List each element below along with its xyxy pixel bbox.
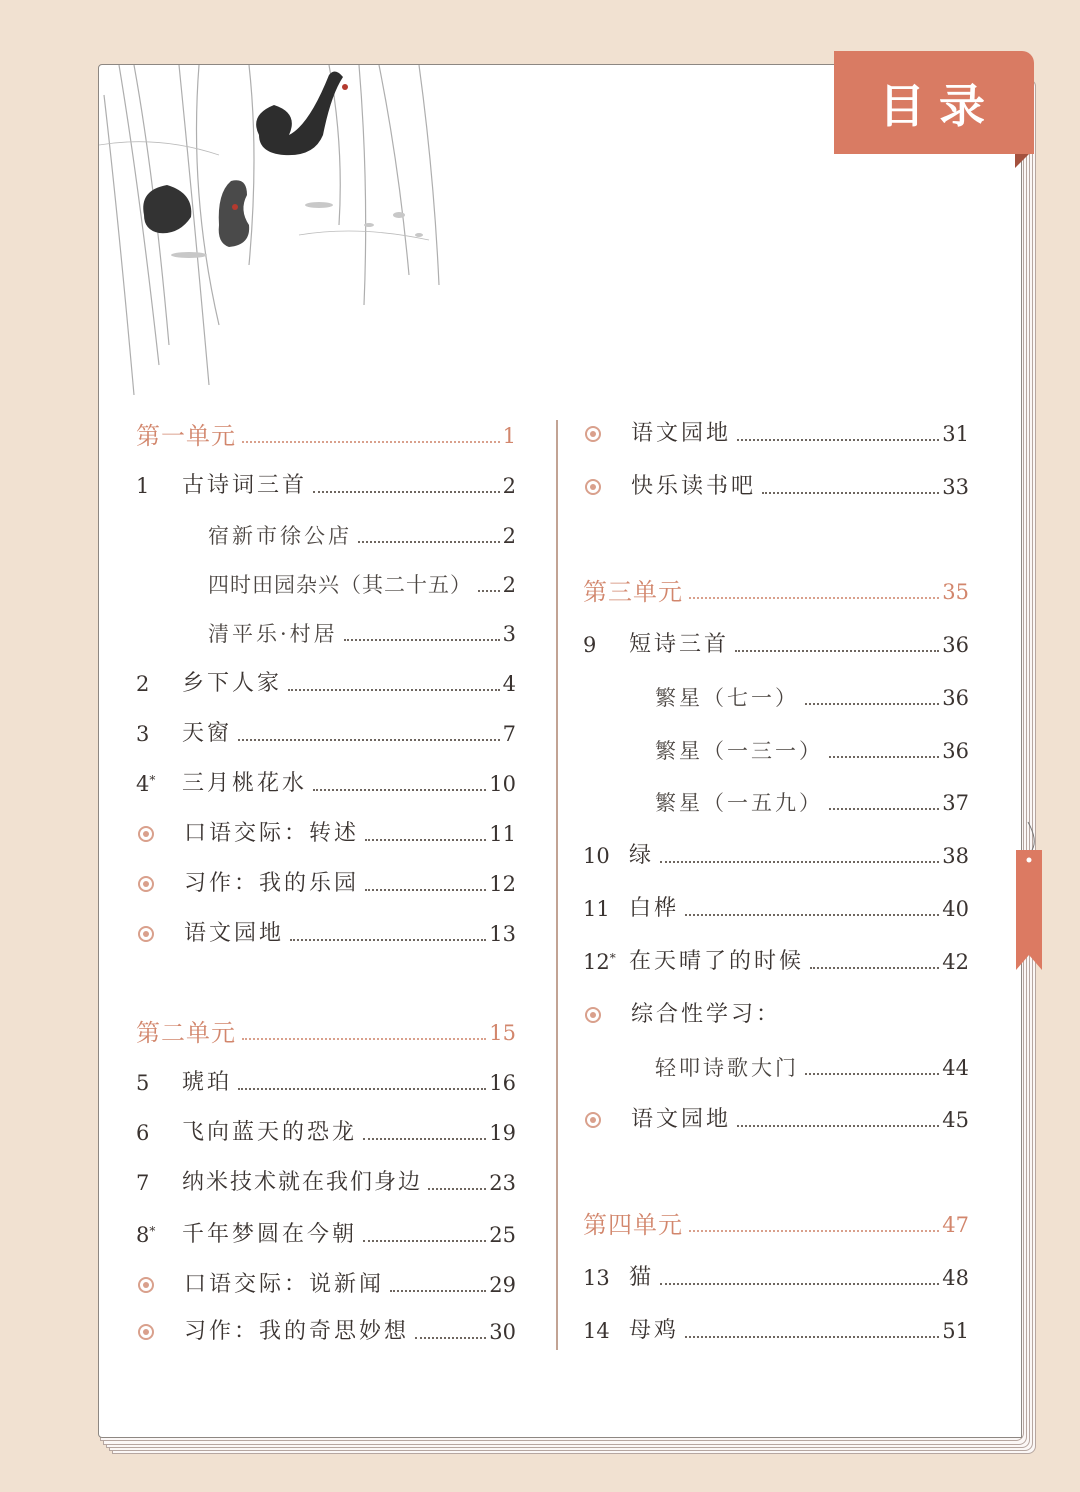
toc-title-tab: [834, 51, 1034, 154]
circle-bullet-icon: [138, 876, 154, 892]
toc-activity-row[interactable]: 语文园地 13: [136, 916, 516, 952]
toc-lesson-row[interactable]: 7 纳米技术就在我们身边 23: [136, 1170, 516, 1195]
toc-activity-row[interactable]: 习作：我的奇思妙想 30: [136, 1314, 516, 1350]
toc-sub-row[interactable]: 宿新市徐公店 2: [208, 524, 516, 548]
circle-bullet-icon: [138, 1324, 154, 1340]
toc-lesson-row[interactable]: 10 绿 38: [583, 843, 969, 868]
toc-unit-row[interactable]: 第二单元 15: [136, 1019, 516, 1047]
swan-willow-illustration: [99, 65, 459, 395]
toc-lesson-row[interactable]: 13 猫 48: [583, 1265, 969, 1290]
toc-lesson-row[interactable]: 3 天窗 7: [136, 721, 516, 746]
toc-sub-row[interactable]: 清平乐·村居 3: [208, 622, 516, 646]
bookmark-ribbon: [998, 820, 1058, 980]
toc-unit-row[interactable]: 第四单元 47: [583, 1211, 969, 1239]
toc-sub-row[interactable]: 繁星（一五九） 37: [655, 791, 969, 815]
toc-lesson-row[interactable]: 6 飞向蓝天的恐龙 19: [136, 1120, 516, 1145]
toc-sub-row[interactable]: 繁星（七一） 36: [655, 686, 969, 710]
column-divider: [556, 420, 558, 1350]
circle-bullet-icon: [585, 479, 601, 495]
toc-sub-row[interactable]: 四时田园杂兴（其二十五） 2: [208, 573, 516, 597]
toc-activity-row[interactable]: 口语交际：转述 11: [136, 816, 516, 852]
toc-sub-row[interactable]: 轻叩诗歌大门 44: [655, 1056, 969, 1080]
toc-activity-row[interactable]: 习作：我的乐园 12: [136, 866, 516, 902]
toc-activity-row[interactable]: 快乐读书吧 33: [583, 469, 969, 505]
toc-lesson-row[interactable]: 1 古诗词三首 2: [136, 473, 516, 498]
toc-lesson-row[interactable]: 4* 三月桃花水 10: [136, 771, 516, 796]
circle-bullet-icon: [585, 1112, 601, 1128]
toc-activity-row[interactable]: 语文园地 45: [583, 1102, 969, 1138]
toc-lesson-row[interactable]: 2 乡下人家 4: [136, 671, 516, 696]
toc-activity-row[interactable]: 综合性学习：: [583, 997, 969, 1033]
toc-lesson-row[interactable]: 11 白桦 40: [583, 896, 969, 921]
toc-lesson-row[interactable]: 9 短诗三首 36: [583, 632, 969, 657]
circle-bullet-icon: [138, 1277, 154, 1293]
toc-lesson-row[interactable]: 5 琥珀 16: [136, 1070, 516, 1095]
toc-activity-row[interactable]: 口语交际：说新闻 29: [136, 1267, 516, 1303]
toc-lesson-row[interactable]: 12* 在天晴了的时候 42: [583, 949, 969, 974]
circle-bullet-icon: [585, 1007, 601, 1023]
toc-lesson-row[interactable]: 8* 千年梦圆在今朝 25: [136, 1222, 516, 1247]
toc-sub-row[interactable]: 繁星（一三一） 36: [655, 739, 969, 763]
page-title: 目录: [879, 78, 999, 133]
toc-lesson-row[interactable]: 14 母鸡 51: [583, 1318, 969, 1343]
toc-unit-row[interactable]: 第三单元 35: [583, 578, 969, 606]
circle-bullet-icon: [138, 826, 154, 842]
circle-bullet-icon: [138, 926, 154, 942]
toc-unit-row[interactable]: 第一单元 1: [136, 422, 516, 450]
circle-bullet-icon: [585, 426, 601, 442]
toc-activity-row[interactable]: 语文园地 31: [583, 416, 969, 452]
